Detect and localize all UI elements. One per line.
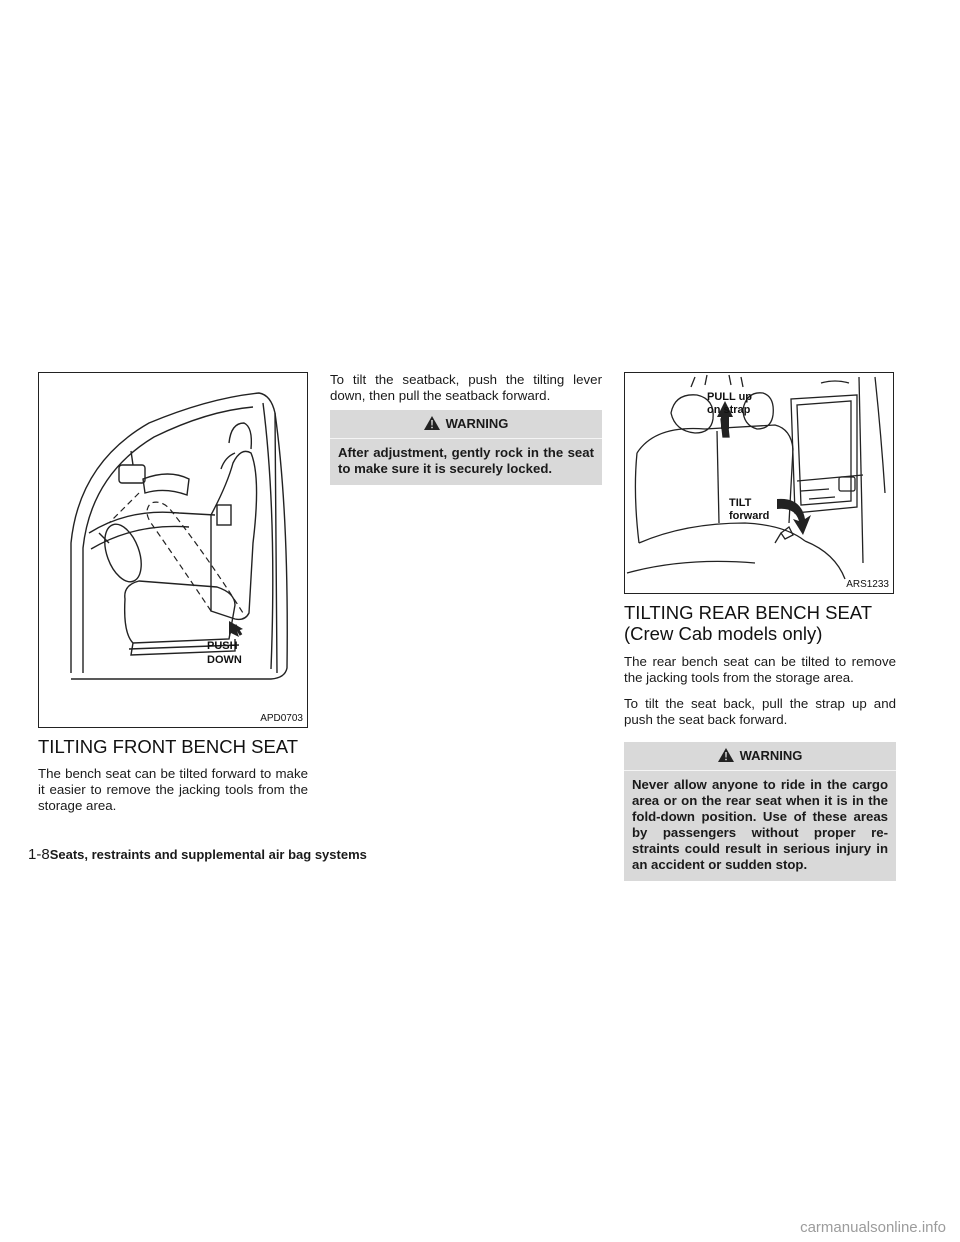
rear-seat-illustration — [625, 373, 893, 593]
front-section-para: The bench seat can be tilted forward to make it easier to remove the jacking tools from the storage area. — [38, 766, 308, 813]
rear-callout-tilt — [729, 497, 769, 523]
rear-warning-title: WARNING — [739, 748, 803, 763]
rear-section-title-line1: TILTING REAR BENCH SEAT — [624, 602, 873, 623]
front-section — [38, 736, 308, 814]
rear-callout-tilt-line1: TILT — [729, 497, 752, 509]
front-figure-code: APD0703 — [260, 713, 303, 724]
front-callout-line2: DOWN — [207, 654, 242, 666]
middle-warning-box — [330, 410, 602, 485]
front-callout-line1: PUSH — [207, 640, 238, 652]
middle-para: To tilt the seatback, push the tilting lever down, then pull the seatback forward. — [330, 372, 602, 403]
front-seat-figure — [38, 372, 308, 728]
middle-warning-title: WARNING — [445, 416, 509, 431]
rear-seat-figure — [624, 372, 894, 594]
rear-warning-header — [624, 748, 896, 771]
rear-callout-pull-line2: on strap — [707, 404, 751, 416]
rear-figure-code: ARS1233 — [846, 579, 889, 590]
watermark[interactable]: carmanualsonline.info — [800, 1219, 946, 1236]
rear-section-title-line2: (Crew Cab models only) — [624, 623, 823, 644]
rear-warning-box — [624, 742, 896, 881]
rear-callout-pull-line1: PULL up — [707, 391, 753, 403]
page-number: 1-8 — [28, 846, 50, 863]
rear-section — [624, 602, 896, 881]
front-seat-illustration — [39, 373, 307, 727]
front-section-title: TILTING FRONT BENCH SEAT — [38, 736, 299, 757]
rear-warning-text: Never allow anyone to ride in the cargo area or on the rear seat when it is in the fold-down position. Use of these areas by passengers without proper re-straints could result in serious injury in an accident or sudden stop. — [632, 777, 888, 872]
middle-warning-text: After adjustment, gently rock in the seat to make sure it is securely locked. — [338, 445, 594, 476]
page-footer — [28, 846, 367, 863]
rear-section-para1: The rear bench seat can be tilted to remove the jacking tools from the storage area. — [624, 654, 896, 685]
rear-callout-pull — [707, 391, 752, 417]
middle-column — [330, 372, 602, 485]
footer-section-title: Seats, restraints and supplemental air bag systems — [49, 847, 367, 862]
front-callout — [207, 639, 242, 667]
rear-callout-tilt-line2: forward — [729, 510, 770, 522]
middle-warning-header — [330, 416, 602, 439]
warning-triangle-icon — [718, 748, 734, 762]
warning-triangle-icon — [424, 416, 440, 430]
rear-section-title — [624, 602, 896, 644]
rear-section-para2: To tilt the seat back, pull the strap up and push the seat back forward. — [624, 696, 896, 727]
